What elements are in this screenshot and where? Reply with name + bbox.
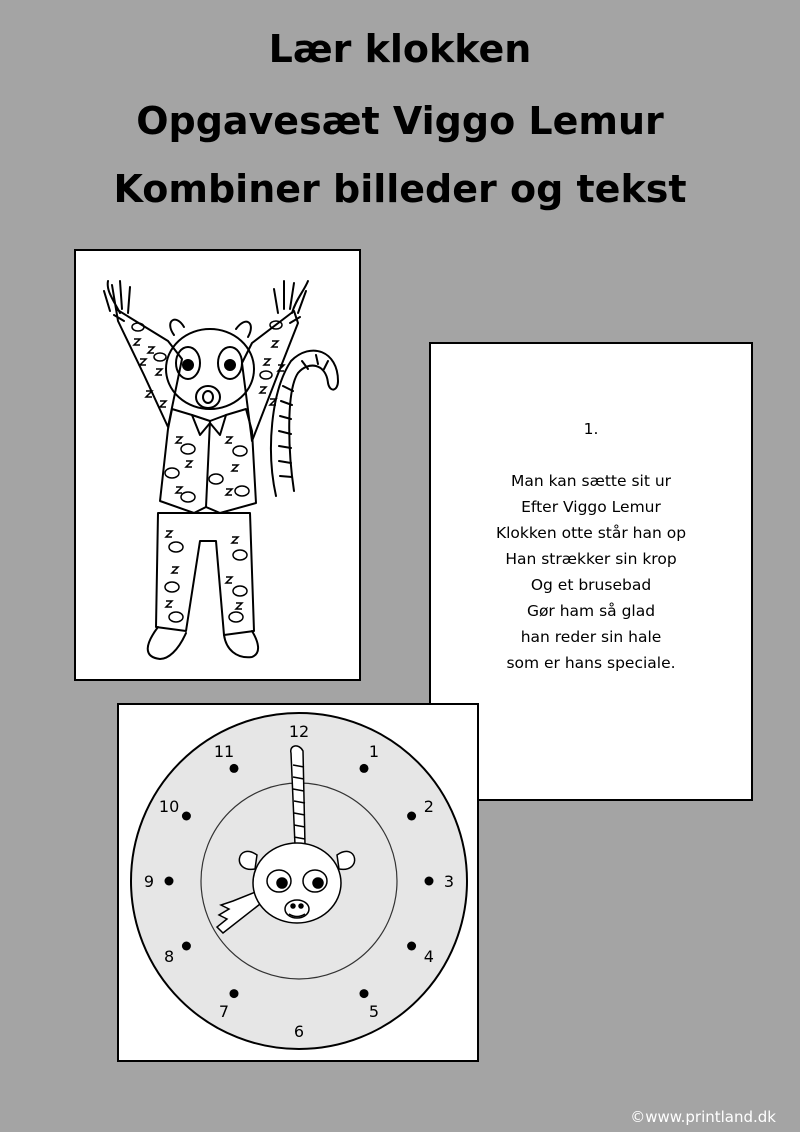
clock-number-10: 10 bbox=[158, 797, 180, 816]
clock-number-6: 6 bbox=[293, 1022, 305, 1041]
clock-number-2: 2 bbox=[423, 797, 434, 816]
clock-dot bbox=[230, 764, 239, 773]
poem-line: Gør ham så glad bbox=[526, 602, 656, 620]
poem-text bbox=[431, 416, 751, 676]
clock-dot bbox=[360, 764, 369, 773]
title-line-2: Opgavesæt Viggo Lemur bbox=[136, 99, 664, 143]
clock-number-11: 11 bbox=[213, 742, 235, 762]
poem-line: han reder sin hale bbox=[520, 628, 662, 646]
poem-line: Man kan sætte sit ur bbox=[510, 472, 672, 490]
title-line-1: Lær klokken bbox=[268, 27, 532, 71]
clock-number-7: 7 bbox=[218, 1001, 230, 1021]
poem-line: Klokken otte står han op bbox=[495, 524, 687, 542]
copyright-text: ©www.printland.dk bbox=[630, 1108, 776, 1126]
clock-card[interactable] bbox=[117, 703, 479, 1062]
clock-number-12: 12 bbox=[288, 722, 310, 741]
clock-number-4: 4 bbox=[423, 947, 434, 966]
clock-dot bbox=[407, 812, 416, 821]
clock-dot bbox=[165, 877, 174, 886]
clock-dot bbox=[425, 877, 434, 886]
clock-dot bbox=[360, 989, 369, 998]
poem-line: Efter Viggo Lemur bbox=[521, 498, 661, 516]
clock-number-1: 1 bbox=[368, 742, 380, 762]
clock-dot bbox=[182, 942, 191, 951]
clock-number-9: 9 bbox=[143, 872, 155, 891]
poem-number: 1. bbox=[583, 420, 599, 438]
lemur-picture-card[interactable] bbox=[74, 249, 361, 681]
poem-line: som er hans speciale. bbox=[506, 654, 676, 672]
poem-line: Og et brusebad bbox=[530, 576, 652, 594]
poem-line: Han strækker sin krop bbox=[505, 550, 677, 568]
clock-dot bbox=[230, 989, 239, 998]
clock-dot bbox=[182, 812, 191, 821]
clock-number-3: 3 bbox=[443, 872, 455, 891]
lemur-pajamas-icon bbox=[76, 251, 359, 679]
clock-dot bbox=[407, 942, 416, 951]
clock-face bbox=[119, 705, 477, 1060]
clock-number-5: 5 bbox=[368, 1001, 380, 1021]
clock-number-8: 8 bbox=[164, 947, 175, 966]
title-line-3: Kombiner billeder og tekst bbox=[113, 167, 687, 211]
